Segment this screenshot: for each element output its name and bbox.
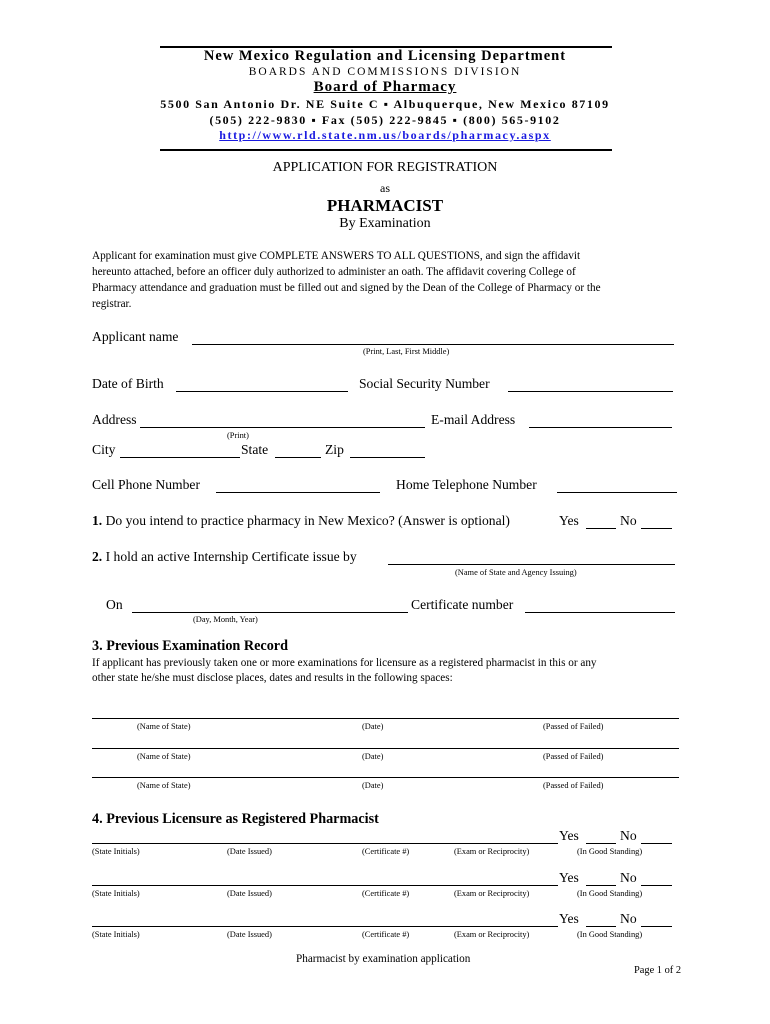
licensure-cert-caption: (Certificate #) <box>362 930 410 939</box>
ssn-field[interactable] <box>508 391 673 392</box>
footer-caption: Pharmacist by examination application <box>296 953 471 965</box>
licensure-yes-field[interactable] <box>586 926 616 927</box>
internship-issuer-field[interactable] <box>388 564 675 565</box>
question-2-number: 2. <box>92 549 103 564</box>
licensure-standing-caption: (In Good Standing) <box>577 889 643 898</box>
licensure-standing-caption: (In Good Standing) <box>577 930 643 939</box>
email-field[interactable] <box>529 427 672 428</box>
address-label: Address <box>92 412 137 427</box>
exam-state-caption: (Name of State) <box>137 781 191 790</box>
dept-name: New Mexico Regulation and Licensing Department <box>203 48 567 64</box>
exam-record-row-line[interactable] <box>92 748 679 749</box>
licensure-state-caption: (State Initials) <box>92 930 140 939</box>
question-1-yes-field[interactable] <box>586 528 616 529</box>
dob-field[interactable] <box>176 391 348 392</box>
cell-phone-field[interactable] <box>216 492 380 493</box>
zip-label: Zip <box>325 442 344 457</box>
certificate-number-field[interactable] <box>525 612 675 613</box>
state-label: State <box>241 442 269 457</box>
licensure-row-line[interactable] <box>92 926 558 927</box>
licensure-yes-field[interactable] <box>586 843 616 844</box>
state-field[interactable] <box>275 457 321 458</box>
licensure-issued-caption: (Date Issued) <box>227 847 272 856</box>
section-3-title: 3. Previous Examination Record <box>92 638 288 654</box>
licensure-no-field[interactable] <box>641 926 672 927</box>
exam-date-caption: (Date) <box>362 752 384 761</box>
form-title-as: as <box>380 181 390 195</box>
licensure-yes-field[interactable] <box>586 885 616 886</box>
form-title: APPLICATION FOR REGISTRATION <box>272 160 498 175</box>
licensure-no-field[interactable] <box>641 843 672 844</box>
question-2 <box>92 549 357 565</box>
exam-state-caption: (Name of State) <box>137 752 191 761</box>
licensure-row-line[interactable] <box>92 843 558 844</box>
licensure-standing-caption: (In Good Standing) <box>577 847 643 856</box>
home-phone-label: Home Telephone Number <box>396 477 537 492</box>
licensure-no-label: No <box>620 828 637 843</box>
applicant-name-label: Applicant name <box>92 329 179 344</box>
question-1 <box>92 513 510 529</box>
exam-state-caption: (Name of State) <box>137 722 191 731</box>
bottom-rule <box>160 149 612 151</box>
licensure-state-caption: (State Initials) <box>92 889 140 898</box>
question-1-number: 1. <box>92 513 103 528</box>
board-address: 5500 San Antonio Dr. NE Suite C ▪ Albuquerque, New Mexico 87109 <box>160 97 610 111</box>
licensure-method-caption: (Exam or Reciprocity) <box>454 930 530 939</box>
licensure-no-label: No <box>620 911 637 926</box>
intro-line: registrar. <box>92 298 132 310</box>
form-title-pharmacist: PHARMACIST <box>326 196 444 215</box>
licensure-cert-caption: (Certificate #) <box>362 847 410 856</box>
home-phone-field[interactable] <box>557 492 677 493</box>
licensure-issued-caption: (Date Issued) <box>227 889 272 898</box>
dob-label: Date of Birth <box>92 376 164 391</box>
on-label: On <box>106 597 123 612</box>
internship-date-field[interactable] <box>132 612 408 613</box>
exam-record-row-line[interactable] <box>92 777 679 778</box>
licensure-row-line[interactable] <box>92 885 558 886</box>
ssn-label: Social Security Number <box>359 376 490 391</box>
exam-result-caption: (Passed of Failed) <box>543 781 604 790</box>
question-1-no-field[interactable] <box>641 528 672 529</box>
applicant-name-hint: (Print, Last, First Middle) <box>363 347 450 356</box>
address-field[interactable] <box>140 427 425 428</box>
section-3-desc: If applicant has previously taken one or more examinations for licensure as a registered pharmacist in this or any <box>92 657 597 669</box>
licensure-yes-label: Yes <box>559 870 579 885</box>
applicant-name-field[interactable] <box>192 344 674 345</box>
form-subtitle: By Examination <box>339 216 431 231</box>
section-3-desc: other state he/she must disclose places, dates and results in the following spaces: <box>92 672 453 684</box>
licensure-yes-label: Yes <box>559 911 579 926</box>
exam-result-caption: (Passed of Failed) <box>543 722 604 731</box>
exam-result-caption: (Passed of Failed) <box>543 752 604 761</box>
exam-date-caption: (Date) <box>362 722 384 731</box>
licensure-yes-label: Yes <box>559 828 579 843</box>
question-1-text: Do you intend to practice pharmacy in New Mexico? (Answer is optional) <box>105 513 510 528</box>
licensure-no-label: No <box>620 870 637 885</box>
division-name: BOARDS AND COMMISSIONS DIVISION <box>248 66 522 78</box>
certificate-number-label: Certificate number <box>411 597 514 612</box>
board-name: Board of Pharmacy <box>313 79 457 95</box>
address-hint: (Print) <box>227 431 249 440</box>
internship-issuer-hint: (Name of State and Agency Issuing) <box>455 568 577 577</box>
licensure-state-caption: (State Initials) <box>92 847 140 856</box>
licensure-cert-caption: (Certificate #) <box>362 889 410 898</box>
email-label: E-mail Address <box>431 412 516 427</box>
internship-date-hint: (Day, Month, Year) <box>193 615 258 624</box>
board-url-link[interactable]: http://www.rld.state.nm.us/boards/pharmacy.aspx <box>219 128 551 142</box>
licensure-method-caption: (Exam or Reciprocity) <box>454 889 530 898</box>
city-label: City <box>92 442 116 457</box>
intro-line: hereunto attached, before an officer duly authorized to administer an oath. The affidavit covering College of <box>92 266 576 278</box>
question-1-yes-label: Yes <box>559 513 579 528</box>
question-1-no-label: No <box>620 513 637 528</box>
licensure-method-caption: (Exam or Reciprocity) <box>454 847 530 856</box>
zip-field[interactable] <box>350 457 425 458</box>
intro-line: Pharmacy attendance and graduation must be filled out and signed by the Dean of the College of Pharmacy or the <box>92 282 601 294</box>
licensure-issued-caption: (Date Issued) <box>227 930 272 939</box>
page-number: Page 1 of 2 <box>634 965 682 976</box>
licensure-no-field[interactable] <box>641 885 672 886</box>
board-phones: (505) 222-9830 ▪ Fax (505) 222-9845 ▪ (800) 565-9102 <box>209 113 561 127</box>
city-field[interactable] <box>120 457 240 458</box>
question-2-text: I hold an active Internship Certificate issue by <box>105 549 357 564</box>
cell-phone-label: Cell Phone Number <box>92 477 200 492</box>
exam-date-caption: (Date) <box>362 781 384 790</box>
intro-line: Applicant for examination must give COMPLETE ANSWERS TO ALL QUESTIONS, and sign the affidavit <box>92 250 581 262</box>
section-4-title: 4. Previous Licensure as Registered Pharmacist <box>92 811 379 827</box>
exam-record-row-line[interactable] <box>92 718 679 719</box>
